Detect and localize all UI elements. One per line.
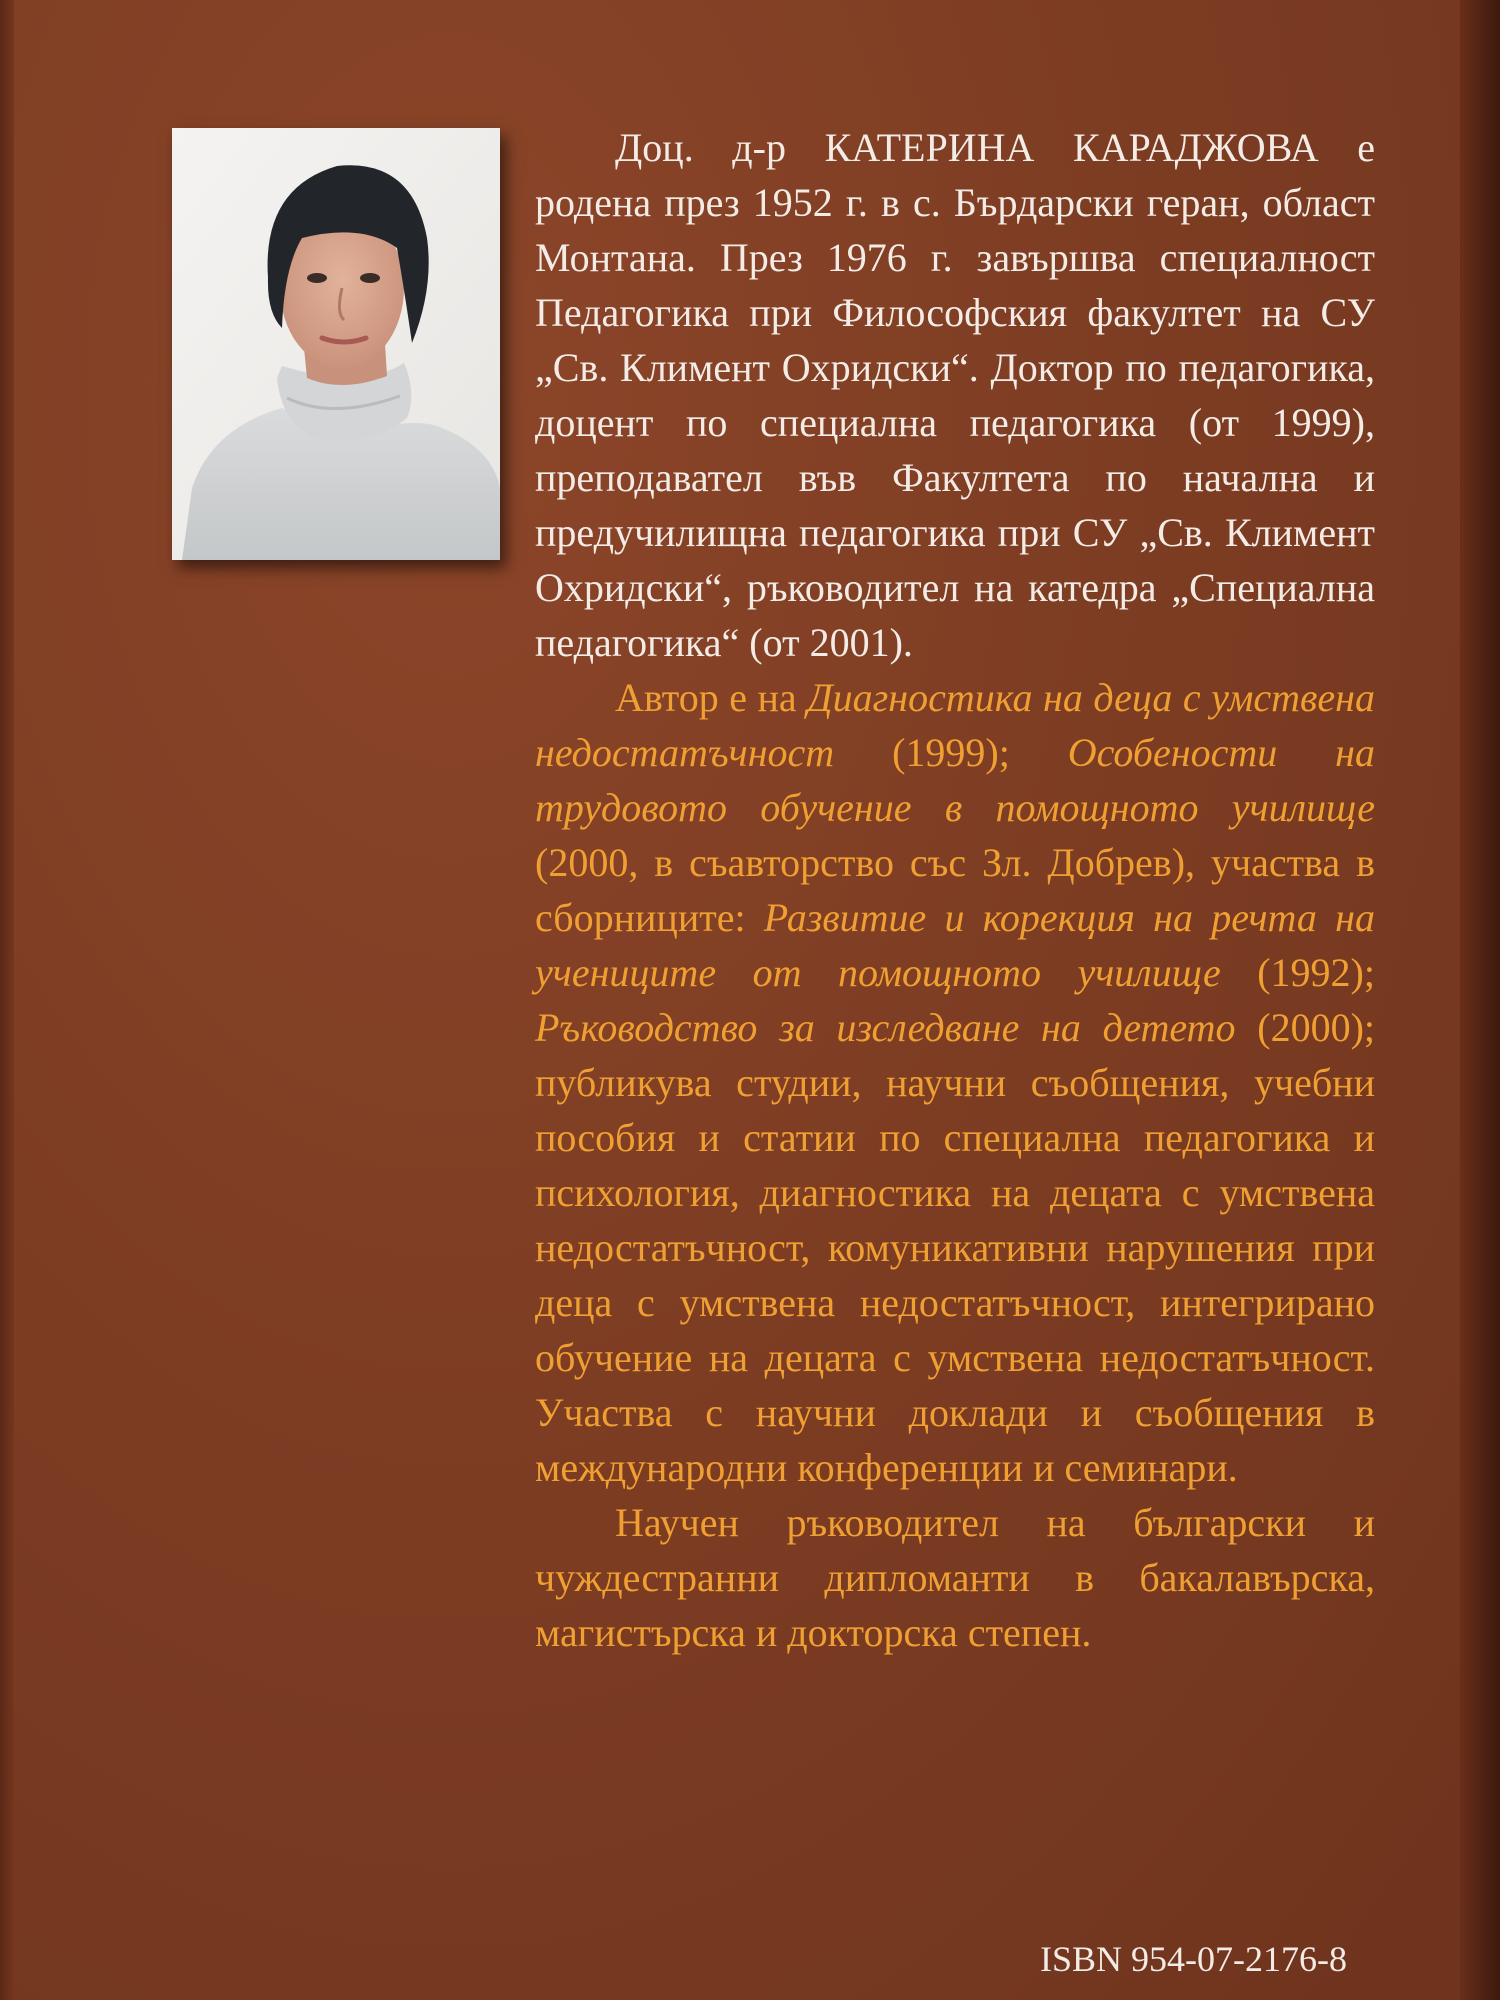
bio-p2-text-2: (1999); — [834, 730, 1068, 775]
author-portrait-image — [172, 128, 500, 560]
bio-p2-text-3: (2000, в съавторство със Зл. Добрев), участва в сборниците: — [535, 840, 1375, 940]
bio-author-name-line: Доц. д-р КАТЕРИНА КАРАДЖОВА е — [615, 125, 1375, 170]
bio-p2-text-1: Автор е на — [615, 675, 808, 720]
cover-right-edge — [1460, 0, 1500, 2000]
bio-paragraph-2 — [535, 670, 1375, 1495]
bio-p2-book-title-2: Особености на трудовото обучение в помощното училище — [535, 730, 1375, 830]
bio-p2-book-title-3: Развитие и корекция на речта на учениците от помощното училище — [535, 895, 1375, 995]
bio-p2-book-title-4: Ръководство за изследване на детето — [535, 1005, 1236, 1050]
bio-p2-text-5: (2000); публикува студии, научни съобщения, учебни пособия и статии по специална педагогика и психология, диагностика на децата с умствена недостатъчност, комуникативни нарушения при деца с умствена недостатъчност, интегрирано обучение на децата с умствена недостатъчност. Участва с научни доклади и съобщения в международни конференции и семинари. — [535, 1005, 1375, 1490]
cover-left-edge — [0, 0, 14, 2000]
author-biography — [535, 120, 1375, 1660]
bio-paragraph-1 — [535, 120, 1375, 670]
bio-paragraph-3: Научен ръководител на български и чуждестранни дипломанти в бакалавърска, магистърска и докторска степен. — [535, 1500, 1375, 1655]
isbn-number: ISBN 954-07-2176-8 — [1040, 1939, 1347, 1979]
bio-p2-text-4: (1992); — [1220, 950, 1375, 995]
bio-p2-book-title-1: Диагностика на деца с умствена недостатъчност — [535, 675, 1376, 775]
author-photo — [172, 128, 500, 560]
bio-paragraph-1-text: родена през 1952 г. в с. Бърдарски геран, област Монтана. През 1976 г. завършва специалност Педагогика при Философския факултет на СУ „Св. Климент Охридски“. Доктор по педагогика, доцент по специална педагогика (от 1999), преподавател във Факултета по начална и предучилищна педагогика при СУ „Св. Климент Охридски“, ръководител на катедра „Специална педагогика“ (от 2001). — [535, 180, 1375, 665]
